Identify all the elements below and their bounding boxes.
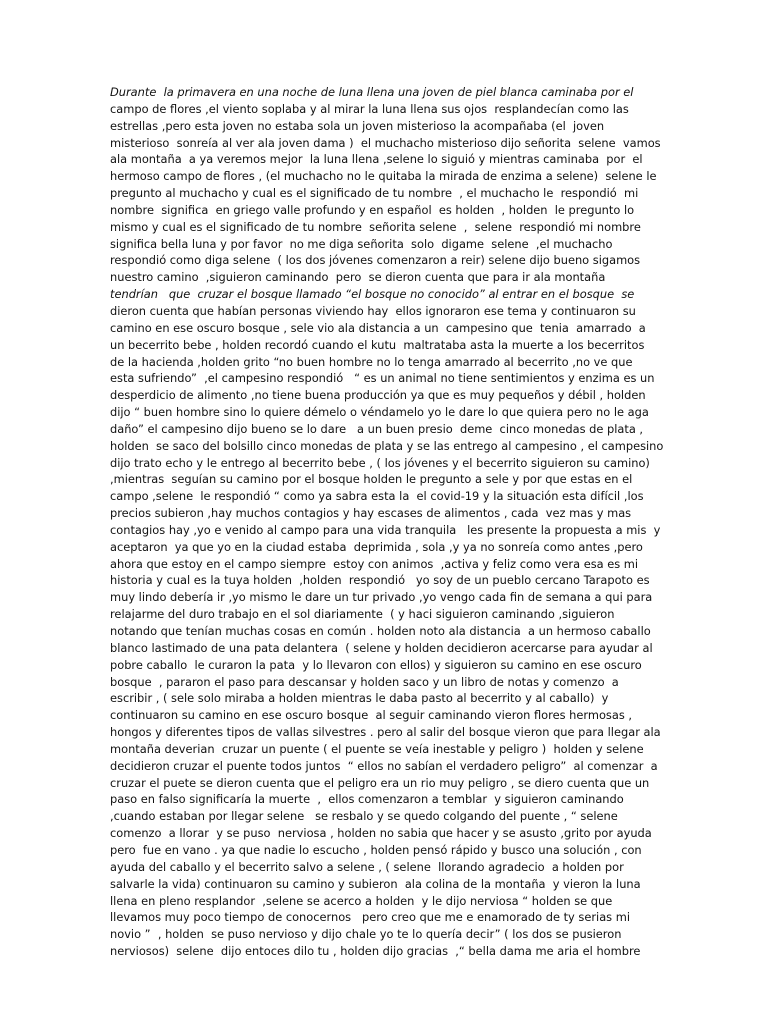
text-line: montaña deverian cruzar un puente ( el puente se veía inestable y peligro ) holden y selene xyxy=(110,741,644,756)
text-line: ,mientras seguían su camino por el bosque holden le pregunto a sele y por que estas en el xyxy=(110,472,633,487)
text-line: dieron cuenta que habían personas viviendo hay ellos ignoraron ese tema y continuaron su xyxy=(110,303,636,318)
text-line: mismo y cual es el significado de tu nombre señorita selene , selene respondió mi nombre xyxy=(110,219,641,234)
text-line: hermoso campo de flores , (el muchacho no le quitaba la mirada de enzima a selene) selene le xyxy=(110,169,657,184)
text-line: contagios hay ,yo e venido al campo para una vida tranquila les presente la propuesta a mis y xyxy=(110,522,661,537)
text-line: nerviosos) selene dijo entoces dilo tu , holden dijo gracias ,“ bella dama me aria el hombre xyxy=(110,944,641,959)
text-line: ala montaña a ya veremos mejor la luna llena ,selene lo siguió y mientras caminaba por el xyxy=(110,152,643,167)
text-line: comenzo a llorar y se puso nerviosa , holden no sabia que hacer y se asusto ,grito por ayuda xyxy=(110,826,652,841)
text-line: misterioso sonreía al ver ala joven dama ) el muchacho misterioso dijo señorita selene vamos xyxy=(110,135,661,150)
text-line: holden se saco del bolsillo cinco monedas de plata y se las entrego al campesino , el campesino xyxy=(110,438,664,453)
text-line: bosque , pararon el paso para descansar y holden saco y un libro de notas y comenzo a xyxy=(110,674,619,689)
text-line: continuaron su camino en ese oscuro bosque al seguir caminando vieron flores hermosas , xyxy=(110,708,633,723)
text-line: pobre caballo le curaron la pata y lo llevaron con ellos) y siguieron su camino en ese oscuro xyxy=(110,657,642,672)
text-line: historia y cual es la tuya holden ,holden respondió yo soy de un pueblo cercano Tarapoto es xyxy=(110,573,650,588)
text-line: camino en ese oscuro bosque , sele vio ala distancia a un campesino que tenia amarrado a xyxy=(110,320,646,335)
text-line: decidieron cruzar el puente todos juntos “ ellos no sabían el verdadero peligro” al comenzar a xyxy=(110,758,658,773)
text-line: daño” el campesino dijo bueno se lo dare a un buen presio deme cinco monedas de plata , xyxy=(110,421,644,436)
text-line: de la hacienda ,holden grito “no buen hombre no lo tenga amarrado al becerrito ,no ve que xyxy=(110,354,633,369)
text-line: estrellas ,pero esta joven no estaba sola un joven misterioso la acompañaba (el joven xyxy=(110,118,605,133)
text-line: relajarme del duro trabajo en el sol diariamente ( y haci siguieron caminando ,siguieron xyxy=(110,607,615,622)
story-text-block xyxy=(110,84,670,960)
text-line: aceptaron ya que yo en la ciudad estaba deprimida , sola ,y ya no sonreía como antes ,pero xyxy=(110,539,643,554)
text-line: pero fue en vano . ya que nadie lo escucho , holden pensó rápido y busco una solución , con xyxy=(110,842,642,857)
text-line: escribir , ( sele solo miraba a holden mientras le daba pasto al becerrito y al caballo) y xyxy=(110,691,609,706)
text-line: significa bella luna y por favor no me diga señorita solo digame selene ,el muchacho xyxy=(110,236,613,251)
text-line: salvarle la vida) continuaron su camino y subieron ala colina de la montaña y vieron la luna xyxy=(110,876,641,891)
text-line: dijo trato echo y le entrego al becerrito bebe , ( los jóvenes y el becerrito siguieron su camino) xyxy=(110,455,650,470)
text-line: esta sufriendo” ,el campesino respondió “ es un animal no tiene sentimientos y enzima es un xyxy=(110,371,655,386)
text-line: campo de flores ,el viento soplaba y al mirar la luna llena sus ojos resplandecían como las xyxy=(110,101,629,116)
text-line: notando que tenían muchas cosas en común . holden noto ala distancia a un hermoso caballo xyxy=(110,624,651,638)
text-line: campo ,selene le respondió “ como ya sabra esta la el covid-19 y la situación esta difícil ,los xyxy=(110,489,644,504)
text-line: desperdicio de alimento ,no tiene buena producción ya que es muy pequeños y débil , holden xyxy=(110,388,646,403)
text-line: tendrían que cruzar el bosque llamado “el bosque no conocido” al entrar en el bosque se xyxy=(110,287,635,302)
text-line: llevamos muy poco tiempo de conocernos pero creo que me e enamorado de ty serias mi xyxy=(110,910,630,925)
text-line: Durante la primavera en una noche de luna llena una joven de piel blanca caminaba por el xyxy=(110,85,634,99)
text-line: muy lindo debería ir ,yo mismo le dare un tur privado ,yo vengo cada fin de semana a qui para xyxy=(110,590,653,605)
text-line: paso en falso significaría la muerte , ellos comenzaron a temblar y siguieron caminando xyxy=(110,792,624,807)
text-line: novio ” , holden se puso nervioso y dijo chale yo te lo quería decir” ( los dos se pusieron xyxy=(110,927,622,942)
text-line: blanco lastimado de una pata delantera ( selene y holden decidieron acercarse para ayudar al xyxy=(110,640,653,655)
text-line: hongos y diferentes tipos de vallas silvestres . pero al salir del bosque vieron que para llegar ala xyxy=(110,725,661,740)
text-line: ,cuando estaban por llegar selene se resbalo y se quedo colgando del puente , “ selene xyxy=(110,809,618,824)
text-line: nombre significa en griego valle profundo y en español es holden , holden le pregunto lo xyxy=(110,202,635,217)
text-line: ahora que estoy en el campo siempre estoy con animos ,activa y feliz como vera esa es mi xyxy=(110,556,639,571)
text-line: un becerrito bebe , holden recordó cuando el kutu maltrataba asta la muerte a los becerritos xyxy=(110,337,645,352)
text-line: dijo “ buen hombre sino lo quiere démelo o véndamelo yo le dare lo que quiera pero no le aga xyxy=(110,405,649,420)
text-line: ayuda del caballo y el becerrito salvo a selene , ( selene llorando agradecio a holden por xyxy=(110,859,624,874)
text-line: nuestro camino ,siguieron caminando pero se dieron cuenta que para ir ala montaña xyxy=(110,270,606,285)
text-line: llena en pleno resplandor ,selene se acerco a holden y le dijo nerviosa “ holden se que xyxy=(110,893,613,908)
text-line: precios subieron ,hay muchos contagios y hay escases de alimentos , cada vez mas y mas xyxy=(110,506,632,521)
text-line: cruzar el puete se dieron cuenta que el peligro era un rio muy peligro , se diero cuenta que un xyxy=(110,775,650,790)
text-line: pregunto al muchacho y cual es el significado de tu nombre , el muchacho le respondió mi xyxy=(110,186,639,201)
text-line: respondió como diga selene ( los dos jóvenes comenzaron a reir) selene dijo bueno sigamos xyxy=(110,253,641,268)
